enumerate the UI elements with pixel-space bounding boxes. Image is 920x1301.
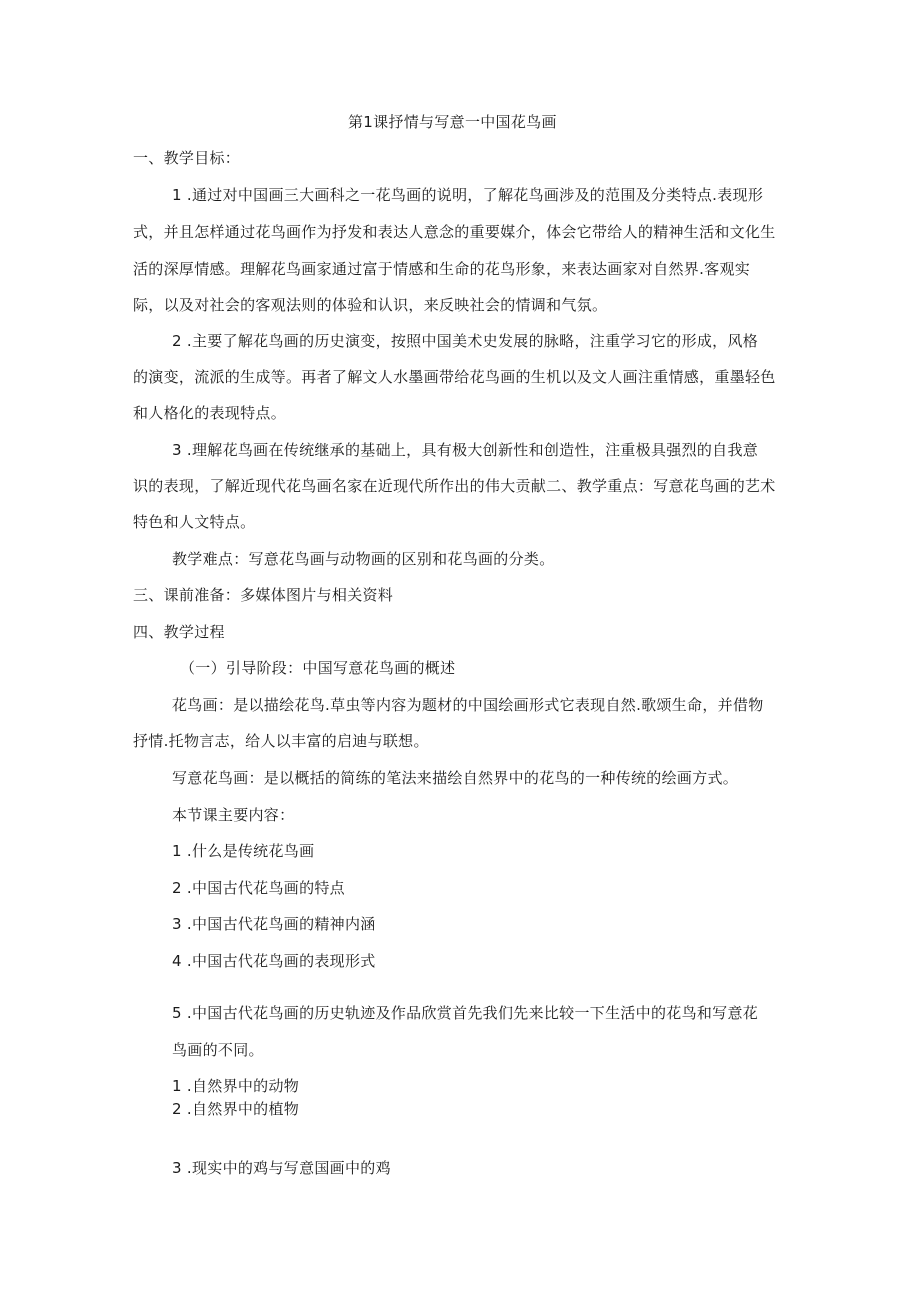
teaching-difficulty: 教学难点：写意花鸟画与动物画的区别和花鸟画的分类。 bbox=[172, 550, 555, 568]
section-heading-process: 四、教学过程 bbox=[133, 623, 225, 641]
list-item-5-line2: 鸟画的不同。 bbox=[172, 1041, 264, 1059]
compare-item: 3 .现实中的鸡与写意国画中的鸡 bbox=[172, 1159, 391, 1177]
content-heading: 本节课主要内容： bbox=[172, 806, 295, 824]
section-heading-goals: 一、教学目标： bbox=[133, 149, 241, 167]
list-item: 3 .中国古代花鸟画的精神内涵 bbox=[172, 915, 376, 933]
compare-item: 1 .自然界中的动物 bbox=[172, 1077, 300, 1095]
list-item: 4 .中国古代花鸟画的表现形式 bbox=[172, 952, 376, 970]
section-heading-preparation: 三、课前准备：多媒体图片与相关资料 bbox=[133, 586, 394, 604]
definition-flower-bird-line2: 抒情.托物言志，给人以丰富的启迪与联想。 bbox=[133, 732, 429, 750]
compare-item: 2 .自然界中的植物 bbox=[172, 1100, 300, 1118]
goal3-line3: 特色和人文特点。 bbox=[133, 513, 256, 531]
goal3-line2: 识的表现，了解近现代花鸟画名家在近现代所作出的伟大贡献二、教学重点：写意花鸟画的艺术 bbox=[133, 477, 776, 495]
goal1-line2: 式，并且怎样通过花鸟画作为抒发和表达人意念的重要媒介，体会它带给人的精神生活和文化生 bbox=[133, 223, 776, 241]
stage-heading: （一）引导阶段：中国写意花鸟画的概述 bbox=[180, 659, 456, 677]
goal1-line4: 际，以及对社会的客观法则的体验和认识，来反映社会的情调和气氛。 bbox=[133, 296, 608, 314]
list-item: 1 .什么是传统花鸟画 bbox=[172, 842, 315, 860]
goal2-line2: 的演变，流派的生成等。再者了解文人水墨画带给花鸟画的生机以及文人画注重情感，重墨轻色 bbox=[133, 368, 776, 386]
goal2-line1: 2 .主要了解花鸟画的历史演变，按照中国美术史发展的脉略，注重学习它的形成，风格 bbox=[172, 332, 759, 350]
page-title: 第1课抒情与写意一中国花鸟画 bbox=[348, 113, 557, 131]
goal1-line1: 1 .通过对中国画三大画科之一花鸟画的说明，了解花鸟画涉及的范围及分类特点.表现形 bbox=[172, 186, 764, 204]
list-item: 2 .中国古代花鸟画的特点 bbox=[172, 879, 345, 897]
definition-flower-bird-line1: 花鸟画：是以描绘花鸟.草虫等内容为题材的中国绘画形式它表现自然.歌颂生命，并借物 bbox=[172, 696, 764, 714]
goal2-line3: 和人格化的表现特点。 bbox=[133, 404, 287, 422]
goal3-line1: 3 .理解花鸟画在传统继承的基础上，具有极大创新性和创造性，注重极具强烈的自我意 bbox=[172, 441, 759, 459]
definition-freehand: 写意花鸟画：是以概括的简练的笔法来描绘自然界中的花鸟的一种传统的绘画方式。 bbox=[172, 769, 739, 787]
goal1-line3: 活的深厚情感。理解花鸟画家通过富于情感和生命的花鸟形象，来表达画家对自然界.客观实 bbox=[133, 260, 751, 278]
list-item-5-line1: 5 .中国古代花鸟画的历史轨迹及作品欣赏首先我们先来比较一下生活中的花鸟和写意花 bbox=[172, 1004, 759, 1022]
